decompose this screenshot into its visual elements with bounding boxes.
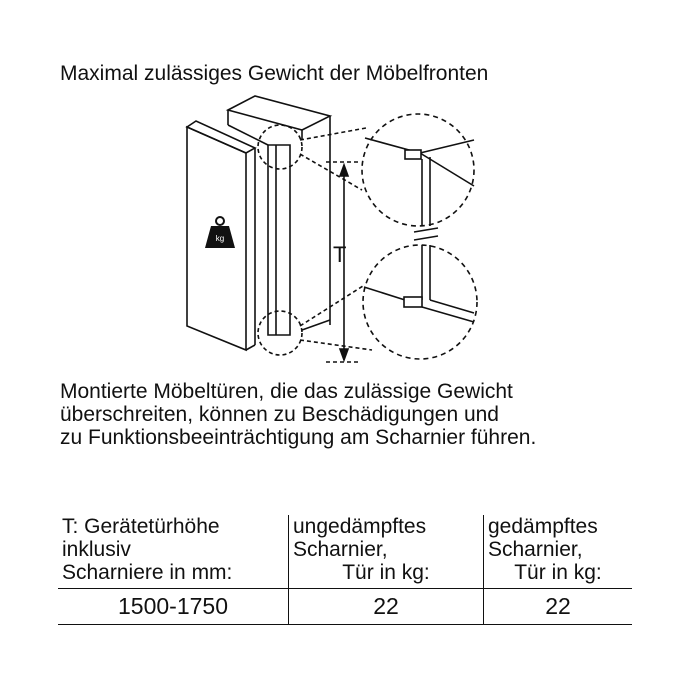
undamped-weight-cell: 22 [289,589,484,625]
bottom-hinge-detail [363,245,477,359]
table-row [58,589,632,625]
header-undamped: ungedämpftes [289,515,484,538]
header-damped: Scharnier, [484,538,633,561]
weight-table [58,515,632,625]
header-height: T: Gerätetürhöhe [62,515,220,538]
height-dimension-label: T [333,242,347,267]
header-height: Scharniere in mm: [62,561,233,584]
weight-icon-label: kg [215,234,225,243]
table-header-row [58,538,632,561]
bottom-hinge-marker [258,311,302,355]
warning-line: überschreiten, können zu Beschädigungen und [60,403,499,426]
table-header-row [58,515,632,538]
page-title: Maximal zulässiges Gewicht der Möbelfronten [60,62,489,85]
warning-line: Montierte Möbeltüren, die das zulässige Gewicht [60,380,513,403]
top-hinge-detail [362,114,474,226]
warning-line: zu Funktionsbeeinträchtigung am Scharnier führen. [60,426,537,449]
header-height: inklusiv [62,538,131,561]
warning-text [60,380,536,449]
top-hinge-marker [258,125,302,169]
break-marks [414,228,438,240]
header-damped: gedämpftes [484,515,633,538]
table-header-row [58,561,632,589]
header-undamped: Tür in kg: [289,561,484,589]
height-range-cell: 1500-1750 [58,589,289,625]
header-undamped: Scharnier, [289,538,484,561]
appliance-cabinet [228,96,330,335]
weight-icon [205,217,235,248]
header-damped: Tür in kg: [484,561,633,589]
damped-weight-cell: 22 [484,589,633,625]
